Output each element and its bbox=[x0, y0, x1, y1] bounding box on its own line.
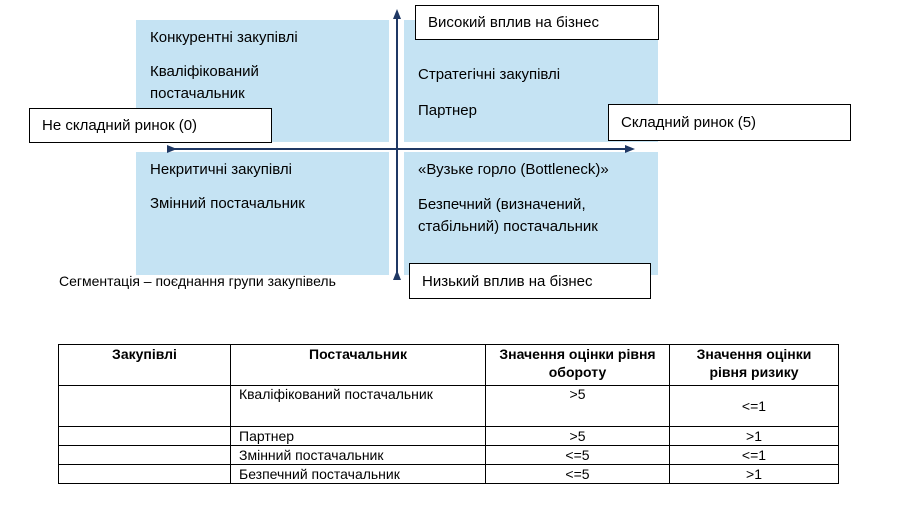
axis-label-high-impact: Високий вплив на бізнес bbox=[415, 5, 659, 40]
header-purchases: Закупівлі bbox=[59, 345, 231, 386]
header-turnover: Значення оцінки рівня обороту bbox=[486, 345, 670, 386]
quadrant-title: Стратегічні закупівлі bbox=[418, 66, 561, 83]
cell-turnover: <=5 bbox=[486, 446, 670, 465]
cell-purchases bbox=[59, 446, 231, 465]
cell-supplier: Змінний постачальник bbox=[231, 446, 486, 465]
quadrant-supplier-line1: Кваліфікований bbox=[150, 63, 259, 80]
header-risk: Значення оцінки рівня ризику bbox=[670, 345, 839, 386]
quadrant-supplier-line2: постачальник bbox=[150, 85, 245, 102]
cell-risk: >1 bbox=[670, 465, 839, 484]
table-header-row bbox=[59, 345, 839, 386]
caption: Сегментація – поєднання групи закупівель bbox=[59, 273, 336, 289]
cell-turnover: >5 bbox=[486, 386, 670, 427]
cell-turnover: >5 bbox=[486, 427, 670, 446]
cell-risk: <=1 bbox=[670, 446, 839, 465]
quadrant-title: Некритичні закупівлі bbox=[150, 161, 292, 178]
cell-supplier: Партнер bbox=[231, 427, 486, 446]
cell-purchases bbox=[59, 427, 231, 446]
table-row bbox=[59, 386, 839, 427]
segmentation-table bbox=[58, 344, 839, 484]
cell-risk: >1 bbox=[670, 427, 839, 446]
axis-label-complex-market: Складний ринок (5) bbox=[608, 104, 851, 141]
header-supplier: Постачальник bbox=[231, 345, 486, 386]
table-row bbox=[59, 465, 839, 484]
quadrant-supplier-line1: Змінний постачальник bbox=[150, 195, 305, 212]
cell-supplier: Безпечний постачальник bbox=[231, 465, 486, 484]
cell-purchases bbox=[59, 386, 231, 427]
axis-label-simple-market: Не складний ринок (0) bbox=[29, 108, 272, 143]
cell-supplier: Кваліфікований постачальник bbox=[231, 386, 486, 427]
axis-label-low-impact: Низький вплив на бізнес bbox=[409, 263, 651, 299]
quadrant-supplier-line2: стабільний) постачальник bbox=[418, 218, 598, 235]
table-row bbox=[59, 427, 839, 446]
cell-risk: <=1 bbox=[670, 386, 839, 427]
cell-purchases bbox=[59, 465, 231, 484]
table-row bbox=[59, 446, 839, 465]
quadrant-supplier-line1: Безпечний (визначений, bbox=[418, 196, 586, 213]
cell-turnover: <=5 bbox=[486, 465, 670, 484]
quadrant-title: Конкурентні закупівлі bbox=[150, 29, 298, 46]
quadrant-title: «Вузьке горло (Bottleneck)» bbox=[418, 161, 609, 178]
quadrant-supplier-line1: Партнер bbox=[418, 102, 477, 119]
